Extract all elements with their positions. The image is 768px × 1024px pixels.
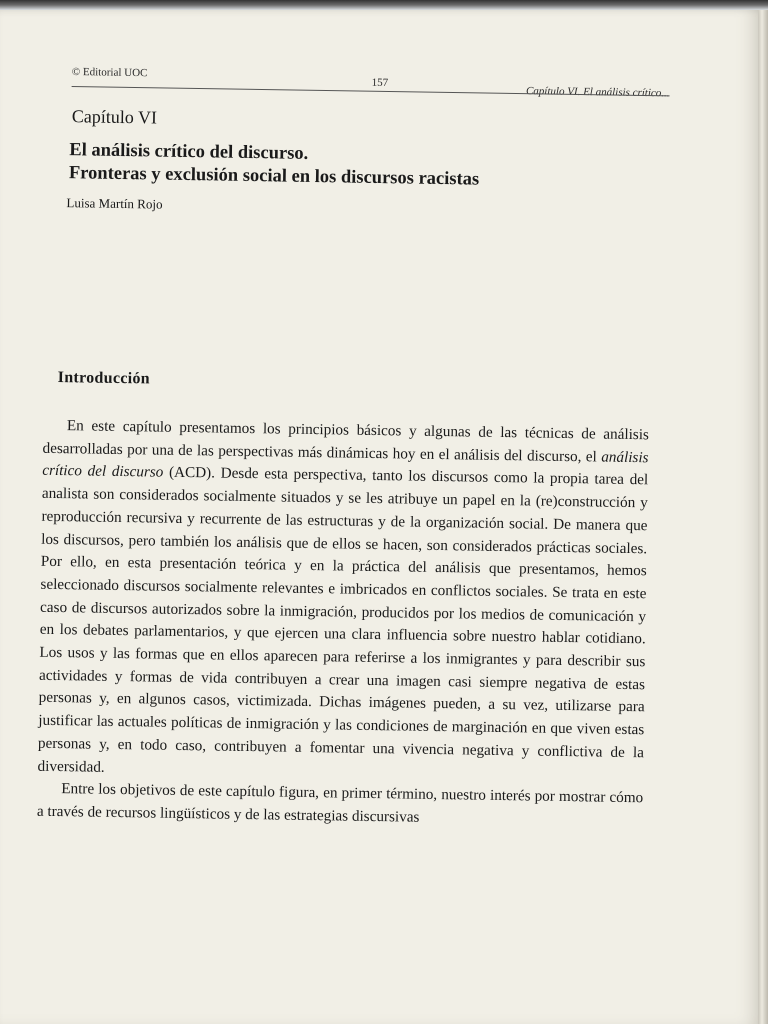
author-name: Luisa Martín Rojo [66, 195, 163, 212]
page-edge [758, 0, 768, 1024]
running-title: Capítulo VI. El análisis crítico... [525, 85, 670, 100]
chapter-title-line-2: Fronteras y exclusión social en los discursos racistas [68, 163, 480, 190]
page-content [36, 106, 660, 833]
publisher-credit: © Editorial UOC [71, 65, 148, 80]
paragraph-1-italic-term: análisis crítico del discurso [42, 448, 649, 482]
paragraph-1-text-b: (ACD). Desde esta perspectiva, tanto los discursos como la propia tarea del analista son considerados socialmente situados y se les atribuye un papel en la (re)construcción y reproducción recursiva y recurrente de las estructuras y de la organización social. De manera que los discursos, pero también los análisis que de ellos se hacen, son considerados prácticas sociales. Por ello, en esta presentación teórica y en la práctica del análisis que presentamos, hemos seleccionado discursos socialmente relevantes e imbricados en conflictos sociales. Se trata en este caso de discursos autorizados sobre la inmigración, producidos por los medios de comunicación y en los debates parlamentarios, y que ejercen una clara influencia sobre nuestro hablar cotidiano. Los usos y las formas que en ellos aparecen para referirse a los inmigrantes y para describir sus actividades y formas de vida contribuyen a crear una imagen casi siempre negativa de estas personas y, en algunos casos, victimizada. Dichas imágenes pueden, a su vez, utilizarse para justificar las actuales políticas de inmigración y las condiciones de marginación en que viven estas personas y, en todo caso, contribuyen a fomentar una vivencia negativa y conflictiva de la diversidad. [37, 464, 649, 776]
chapter-label: Capítulo VI [71, 106, 158, 128]
book-page [0, 6, 760, 1024]
section-heading: Introducción [57, 368, 151, 388]
page-number: 157 [371, 76, 389, 89]
chapter-title [69, 139, 660, 194]
running-header [71, 62, 669, 107]
chapter-title-line-1: El análisis crítico del discurso. [69, 140, 309, 164]
scan-top-edge [0, 0, 768, 10]
body-paragraph-2: Entre los objetivos de este capítulo figura, en primer término, nuestro interés por mostrar cómo a través de recursos lingüísticos y de las estrategias discursivas [36, 780, 644, 826]
paragraph-1-text-a: En este capítulo presentamos los principios básicos y algunas de las técnicas de análisis desarrolladas por una de las perspectivas más dinámicas hoy en el análisis del discurso, el [42, 417, 650, 466]
body-paragraph-1 [37, 415, 649, 788]
